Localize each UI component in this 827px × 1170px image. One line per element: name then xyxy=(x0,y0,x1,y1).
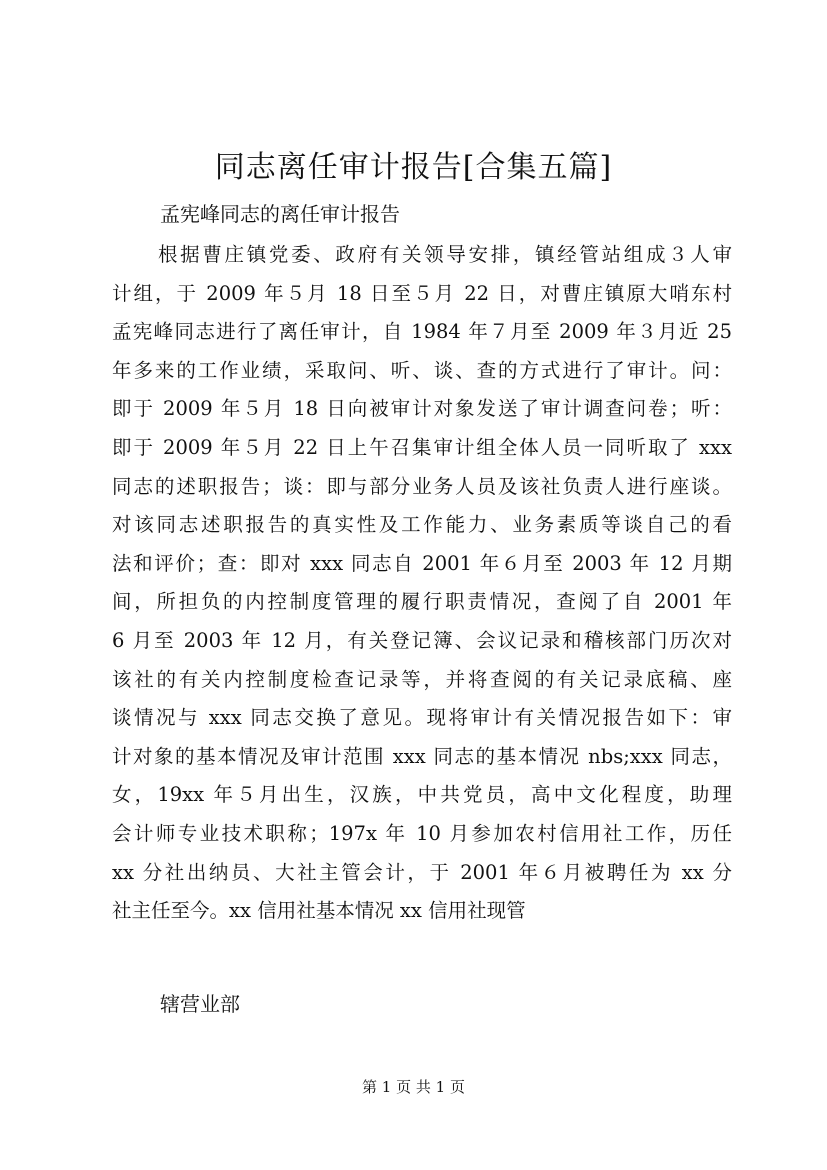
body-line: 谈情况与 xxx 同志交换了意见。现将审计有关情况报告如下：审 xyxy=(112,706,732,730)
body-line: 根据曹庄镇党委、政府有关领导安排，镇经管站组成３人审 xyxy=(158,243,732,266)
body-line: 会计师专业技术职称；197x 年 10 月参加农村信用社工作，历任 xyxy=(112,821,732,845)
body-line: 同志的述职报告；谈：即与部分业务人员及该社负责人进行座谈。 xyxy=(112,474,732,498)
body-line: 该社的有关内控制度检查记录等，并将查阅的有关记录底稿、座 xyxy=(112,667,732,691)
body-line: 法和评价；查：即对 xxx 同志自 2001 年６月至 2003 年 12 月期 xyxy=(112,551,732,575)
body-line: 即于 2009 年５月 18 日向被审计对象发送了审计调查问卷；听： xyxy=(112,397,732,421)
document-title: 同志离任审计报告[合集五篇] xyxy=(214,150,613,185)
document-body xyxy=(112,236,732,931)
body-line: 计组，于 2009 年５月 18 日至５月 22 日，对曹庄镇原大哨东村 xyxy=(112,281,732,305)
body-line: 女，19xx 年５月出生，汉族，中共党员，高中文化程度，助理 xyxy=(112,783,732,807)
body-line: 孟宪峰同志进行了离任审计，自 1984 年７月至 2009 年３月近 25 xyxy=(112,320,732,344)
body-line: 即于 2009 年５月 22 日上午召集审计组全体人员一同听取了 xxx xyxy=(112,435,732,459)
page-indicator: 第 1 页 共 1 页 xyxy=(362,1078,465,1096)
body-line: 6 月至 2003 年 12 月，有关登记簿、会议记录和稽核部门历次对 xyxy=(112,628,732,652)
document-tail-paragraph: 辖营业部 xyxy=(160,992,240,1016)
body-line: 年多来的工作业绩，采取问、听、谈、查的方式进行了审计。问： xyxy=(112,358,732,382)
body-line: 社主任至今。xx 信用社基本情况 xx 信用社现管 xyxy=(112,899,526,923)
body-line: xx 分社出纳员、大社主管会计，于 2001 年６月被聘任为 xx 分 xyxy=(112,860,732,884)
document-subtitle: 孟宪峰同志的离任审计报告 xyxy=(160,202,400,226)
body-line: 间，所担负的内控制度管理的履行职责情况，查阅了自 2001 年 xyxy=(112,590,732,614)
body-line: 计对象的基本情况及审计范围 xxx 同志的基本情况 nbs;xxx 同志， xyxy=(112,744,732,768)
body-line: 对该同志述职报告的真实性及工作能力、业务素质等谈自己的看 xyxy=(112,513,732,537)
